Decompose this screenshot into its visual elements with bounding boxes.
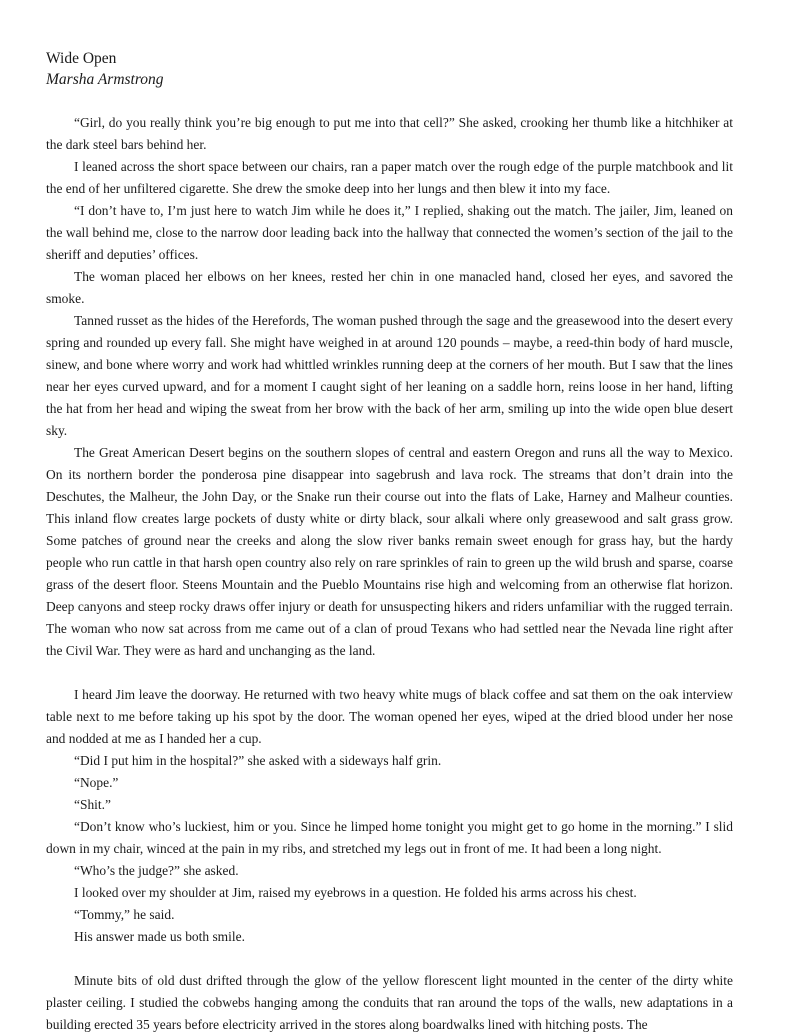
paragraph: Tanned russet as the hides of the Herefords, The woman pushed through the sage and the greasewood into the desert every spring and rounded up every fall. She might have weighed in at around 120 pounds – maybe, a reed-thin body of hard muscle, sinew, and bone where worry and work had whittled wrinkles running deep at the corners of her mouth. But I saw that the lines near her eyes curved upward, and for a moment I caught sight of her leaning on a saddle horn, reins loose in her hand, lifting the hat from her head and wiping the sweat from her brow with the back of her arm, smiling up into the wide open blue desert sky. bbox=[46, 313, 733, 438]
paragraph: I looked over my shoulder at Jim, raised my eyebrows in a question. He folded his arms across his chest. bbox=[74, 885, 637, 900]
section-break bbox=[46, 948, 733, 970]
paragraph: “Nope.” bbox=[74, 775, 119, 790]
paragraph: “I don’t have to, I’m just here to watch Jim while he does it,” I replied, shaking out the match. The jailer, Jim, leaned on the wall behind me, close to the narrow door leading back into the hallway that connected the women’s section of the jail to the sheriff and deputies’ offices. bbox=[46, 203, 733, 262]
paragraph: The Great American Desert begins on the southern slopes of central and eastern Oregon and runs all the way to Mexico. On its northern border the ponderosa pine disappear into sagebrush and lava rock. The streams that don’t drain into the Deschutes, the Malheur, the John Day, or the Snake run their course out into the flats of Lake, Harney and Malheur counties. This inland flow creates large pockets of dusty white or dirty black, sour alkali where only greasewood and salt grass grow. Some patches of ground near the creeks and along the slow river banks remain sweet enough for grass hay, but the hardy people who run cattle in that harsh open country also rely on rare sprinkles of rain to green up the wild brush and sparse, coarse grass of the desert floor. Steens Mountain and the Pueblo Mountains rise high and welcoming from an otherwise flat horizon. Deep canyons and steep rocky draws offer injury or death for unsuspecting hikers and riders unfamiliar with the rugged terrain. The woman who now sat across from me came out of a clan of proud Texans who had settled near the Nevada line right after the Civil War. They were as hard and unchanging as the land. bbox=[46, 445, 733, 658]
paragraph: Minute bits of old dust drifted through the glow of the yellow florescent light mounted in the center of the dirty white plaster ceiling. I studied the cobwebs hanging among the conduits that ran around the tops of the walls, new adaptations in a building erected 35 years before electricity arrived in the stores along boardwalks lined with hitching posts. The bbox=[46, 973, 733, 1032]
paragraph: “Girl, do you really think you’re big enough to put me into that cell?” She asked, crooking her thumb like a hitchhiker at the dark steel bars behind her. bbox=[46, 115, 733, 152]
section-1 bbox=[46, 112, 733, 662]
story-author: Marsha Armstrong bbox=[46, 71, 164, 88]
paragraph: The woman placed her elbows on her knees, rested her chin in one manacled hand, closed her eyes, and savored the smoke. bbox=[46, 269, 733, 306]
paragraph: “Don’t know who’s luckiest, him or you. Since he limped home tonight you might get to go home in the morning.” I slid down in my chair, winced at the pain in my ribs, and stretched my legs out in front of me. It had been a long night. bbox=[46, 819, 733, 856]
paragraph: “Did I put him in the hospital?” she asked with a sideways half grin. bbox=[74, 753, 442, 768]
section-3 bbox=[46, 970, 733, 1036]
paragraph: “Who’s the judge?” she asked. bbox=[74, 863, 239, 878]
section-break bbox=[46, 662, 733, 684]
paragraph: “Shit.” bbox=[74, 797, 111, 812]
paragraph: His answer made us both smile. bbox=[74, 929, 245, 944]
paragraph: I heard Jim leave the doorway. He returned with two heavy white mugs of black coffee and sat them on the oak interview table next to me before taking up his spot by the door. The woman opened her eyes, wiped at the dried blood under her nose and nodded at me as I handed her a cup. bbox=[46, 687, 733, 746]
paragraph: “Tommy,” he said. bbox=[74, 907, 175, 922]
section-2 bbox=[46, 684, 733, 948]
story-title: Wide Open bbox=[46, 50, 117, 67]
paragraph: I leaned across the short space between our chairs, ran a paper match over the rough edge of the purple matchbook and lit the end of her unfiltered cigarette. She drew the smoke deep into her lungs and then blew it into my face. bbox=[46, 159, 733, 196]
